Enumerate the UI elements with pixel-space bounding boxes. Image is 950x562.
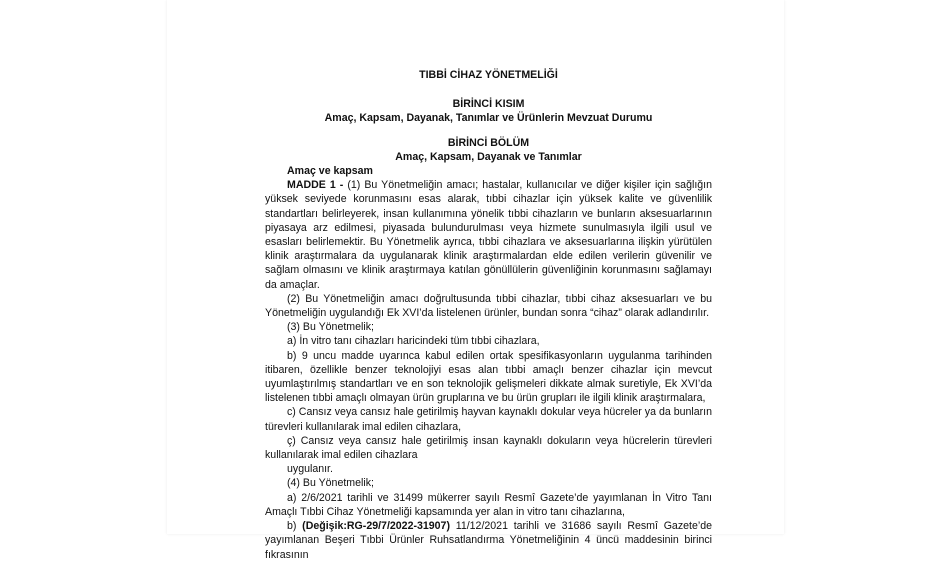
paragraph-4a: a) 2/6/2021 tarihli ve 31499 mükerrer sayılı Resmî Gazete’de yayımlanan İn Vitro Tanı Amaçlı Tıbbi Cihaz Yönetmeliği kapsamında yer alan in vitro tanı cihazlarına, [265, 491, 712, 518]
document-title: TIBBİ CİHAZ YÖNETMELİĞİ [419, 69, 558, 81]
paragraph-3c: c) Cansız veya cansız hale getirilmiş hayvan kaynaklı dokular veya hücreler ya da bunların türevleri kullanılarak imal edilen cihazlara, [265, 406, 712, 433]
amendment-note: (Değişik:RG-29/7/2022-31907) [302, 520, 450, 533]
paragraph-1 [265, 178, 712, 292]
paragraph-4: (4) Bu Yönetmelik; [287, 477, 374, 490]
paragraph-3: (3) Bu Yönetmelik; [287, 321, 374, 334]
paragraph-3b: b) 9 uncu madde uyarınca kabul edilen ortak spesifikasyonların uygulanma tarihinden itibaren, özellikle benzer teknolojiyi esas alan tıbbi amaçlı benzer cihazlar için mevcut uyumlaştırılmış standartları ve en son teknolojik gelişmeleri dikkate almak suretiyle, Ek XVI’da listelenen tıbbi amaçlı olmayan ürün gruplarına ve bu ürün grupları ile ilgili klinik araştırmalara, [265, 349, 712, 405]
part-label: BİRİNCİ KISIM [452, 98, 525, 111]
section-title: Amaç, Kapsam, Dayanak ve Tanımlar [395, 150, 582, 163]
document-content [265, 68, 712, 562]
paragraph-1-text: (1) Bu Yönetmeliğin amacı; hastalar, kullanıcılar ve diğer kişiler için sağlığın yüksek seviyede korunmasını esas alarak, tıbbi cihazlar için yüksek kalite ve güvenlilik standartları belirleyerek, insan kullanımına yönelik tıbbi cihazların ve bunların aksesuarlarının piyasaya arz edilmesi, piyasada bulundurulması veya hizmete sunulmasıyla ilgili usul ve esasları belirlemektir. Bu Yönetmelik ayrıca, tıbbi cihazlara ve aksesuarlarına ilişkin yürütülen klinik araştırmalara da uygulanarak klinik araştırmalardan elde edilen verilerin güvenilir ve sağlam olmasını ve klinik araştırmaya katılan gönüllülerin güvenliğinin korunmasını sağlamayı da amaçlar. [265, 179, 712, 291]
paragraph-4b-text: 11/12/2021 tarihli ve 31686 sayılı Resmî Gazete’de yayımlanan Beşeri Tıbbi Ürünler Ruhsatlandırma Yönetmeliğinin 4 üncü maddesinin birinci fıkrasının [265, 520, 712, 561]
section-label: BİRİNCİ BÖLÜM [447, 136, 530, 149]
article-label: MADDE 1 - [287, 179, 344, 192]
paragraph-4b-prefix: b) [287, 520, 303, 533]
paragraph-4b [265, 519, 712, 562]
paragraph-3-end: uygulanır. [287, 463, 333, 476]
paragraph-3cc: ç) Cansız veya cansız hale getirilmiş insan kaynaklı dokuların veya hücrelerin türevleri kullanılarak imal edilen cihazlara [265, 434, 712, 462]
paragraph-2: (2) Bu Yönetmeliğin amacı doğrultusunda tıbbi cihazlar, tıbbi cihaz aksesuarları ve bu Yönetmeliğin uygulandığı Ek XVI’da listelenen ürünler, bundan sonra “cihaz” olarak adlandırılır. [265, 292, 712, 320]
article-heading: Amaç ve kapsam [287, 165, 373, 178]
part-title: Amaç, Kapsam, Dayanak, Tanımlar ve Ürünlerin Mevzuat Durumu [324, 112, 653, 125]
paragraph-3a: a) İn vitro tanı cihazları haricindeki tüm tıbbi cihazlara, [287, 335, 540, 348]
